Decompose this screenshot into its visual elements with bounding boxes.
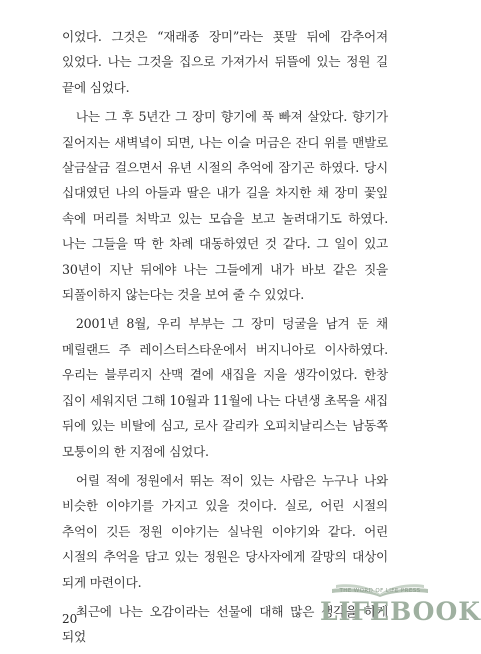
- body-text: [62, 24, 388, 654]
- paragraph-5: 최근에 나는 오감이라는 선물에 대해 많은 생각을 하게 되었: [62, 603, 388, 645]
- paragraph-1: 이었다. 그것은 “재래종 장미”라는 푯말 뒤에 감추어져 있었다. 나는 그것을 집으로 가져가서 뒤뜰에 있는 정원 길 끝에 심었다.: [62, 29, 388, 95]
- logo-tagline: THE WORD OF LIFE PRESS: [339, 588, 421, 594]
- page-number: 20: [62, 612, 78, 626]
- logo-wordmark: LIFEBOOK: [320, 597, 481, 626]
- publisher-logo: [320, 575, 481, 635]
- paragraph-4: 어릴 적에 정원에서 뛰논 적이 있는 사람은 누구나 나와 비슷한 이야기를 가지고 있을 것이다. 실로, 어린 시절의 추억이 깃든 정원 이야기는 실낙원 이야기와 같다. 어린 시절의 추억을 담고 있는 정원은 당사자에게 갈망의 대상이 되게 마련이다.: [62, 472, 388, 590]
- paragraph-2: 나는 그 후 5년간 그 장미 향기에 푹 빠져 살았다. 향기가 짙어지는 새벽녘이 되면, 나는 이슬 머금은 잔디 위를 맨발로 살금살금 걸으면서 유년 시절의 추억에 잠기곤 하였다. 당시 십대였던 나의 아들과 딸은 내가 길을 차지한 채 장미 꽃잎 속에 머리를 처박고 있는 모습을 보고 놀려대기도 하였다. 나는 그들을 딱 한 차례 대동하였던 것 같다. 그 일이 있고 30년이 지난 뒤에야 나는 그들에게 내가 바보 같은 짓을 되풀이하지 않는다는 것을 보여 줄 수 있었다.: [62, 109, 388, 303]
- paragraph-3: 2001년 8월, 우리 부부는 그 장미 덩굴을 남겨 둔 채 메릴랜드 주 레이스터스타운에서 버지니아로 이사하였다. 우리는 블루리지 산맥 곁에 새집을 지을 생각이었다. 한창 집이 세워지던 그해 10월과 11월에 나는 다년생 초목을 새집 뒤에 있는 비탈에 심고, 로사 갈리카 오피치날리스는 남동쪽 모퉁이의 한 지점에 심었다.: [62, 316, 388, 459]
